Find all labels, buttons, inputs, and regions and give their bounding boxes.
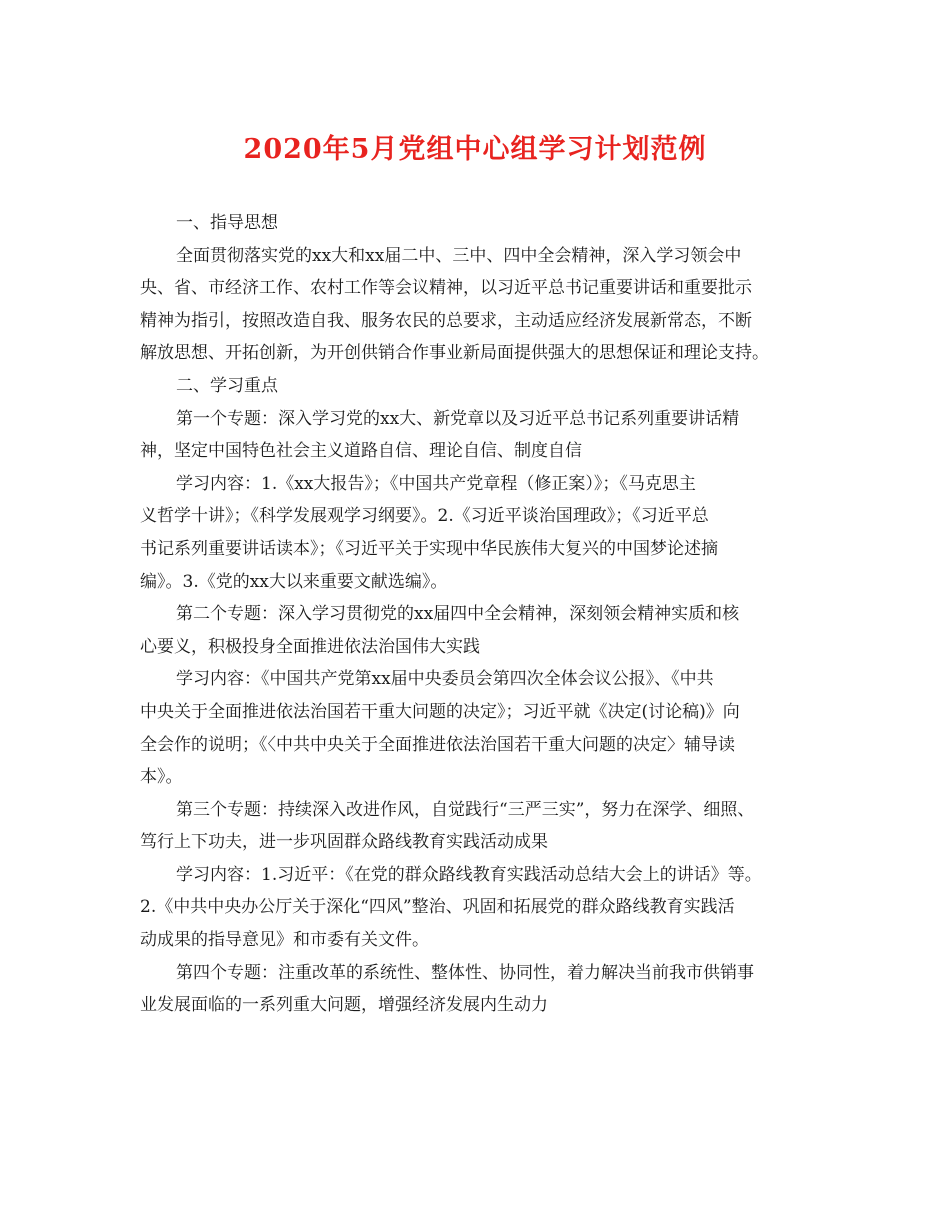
text-line: 心要义，积极投身全面推进依法治国伟大实践 xyxy=(140,636,480,657)
text-line: 学习内容：1.《xx大报告》；《中国共产党章程（修正案）》；《马克思主 xyxy=(176,473,696,494)
text-line: 解放思想、开拓创新，为开创供销合作事业新局面提供强大的思想保证和理论支持。 xyxy=(140,343,769,364)
text-line: 神，坚定中国特色社会主义道路自信、理论自信、制度自信 xyxy=(140,441,582,462)
document-title: 2020年5月党组中心组学习计划范例 xyxy=(243,134,707,165)
text-line: 2.《中共中央办公厅关于深化“四风”整治、巩固和拓展党的群众路线教育实践活 xyxy=(140,897,735,918)
text-line: 动成果的指导意见》和市委有关文件。 xyxy=(140,930,429,951)
text-line: 第三个专题：持续深入改进作风，自觉践行“三严三实”，努力在深学、细照、 xyxy=(176,799,755,820)
text-line: 编》。3.《党的xx大以来重要文献选编》。 xyxy=(140,571,448,592)
text-line: 笃行上下功夫，进一步巩固群众路线教育实践活动成果 xyxy=(140,832,548,853)
text-line: 学习内容：《中国共产党第xx届中央委员会第四次全体会议公报》、《中共 xyxy=(176,669,714,690)
text-line: 央、省、市经济工作、农村工作等会议精神，以习近平总书记重要讲话和重要批示 xyxy=(140,278,752,299)
text-line: 第二个专题：深入学习贯彻党的xx届四中全会精神，深刻领会精神实质和核 xyxy=(176,604,740,625)
text-line: 二、学习重点 xyxy=(176,375,278,396)
text-line: 全面贯彻落实党的xx大和xx届二中、三中、四中全会精神，深入学习领会中 xyxy=(176,245,742,266)
text-line: 一、指导思想 xyxy=(176,213,278,233)
text-line: 学习内容：1.习近平：《在党的群众路线教育实践活动总结大会上的讲话》等。 xyxy=(176,864,762,885)
text-line: 业发展面临的一系列重大问题，增强经济发展内生动力 xyxy=(140,995,548,1016)
text-line: 义哲学十讲》；《科学发展观学习纲要》。2.《习近平谈治国理政》；《习近平总 xyxy=(140,506,709,527)
text-line: 书记系列重要讲话读本》；《习近平关于实现中华民族伟大复兴的中国梦论述摘 xyxy=(140,538,718,559)
text-line: 第一个专题：深入学习党的xx大、新党章以及习近平总书记系列重要讲话精 xyxy=(176,408,740,429)
text-line: 本》。 xyxy=(140,767,183,788)
text-line: 第四个专题：注重改革的系统性、整体性、协同性，着力解决当前我市供销事 xyxy=(176,962,754,983)
text-line: 全会作的说明；《〈中共中央关于全面推进依法治国若干重大问题的决定〉辅导读 xyxy=(140,734,735,755)
text-line: 中央关于全面推进依法治国若干重大问题的决定》；习近平就《决定(讨论稿)》向 xyxy=(140,701,740,722)
text-line: 精神为指引，按照改造自我、服务农民的总要求，主动适应经济发展新常态，不断 xyxy=(140,310,752,331)
document-body xyxy=(140,207,825,1022)
